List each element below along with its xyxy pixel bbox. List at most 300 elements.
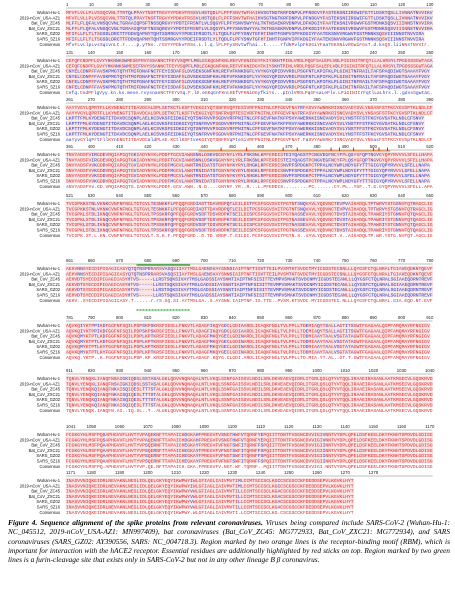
residue: R (325, 112, 328, 116)
residue: R (165, 224, 168, 228)
residue: Q (407, 230, 410, 234)
residue: T (156, 17, 159, 21)
residue: N (218, 107, 221, 111)
residue: D (193, 224, 196, 228)
residue: P (255, 112, 258, 116)
residue: F (148, 81, 151, 85)
residue: K (280, 123, 283, 127)
residue: G (311, 44, 314, 48)
residue: L (66, 128, 69, 132)
residue: M (131, 81, 134, 85)
residue: Q (179, 230, 182, 234)
residue: Y (427, 71, 430, 75)
residue: L (91, 12, 94, 16)
residue: I (255, 273, 258, 277)
residue: D (176, 128, 179, 132)
residue: N (272, 134, 275, 138)
residue: H (354, 230, 357, 234)
residue: A (362, 81, 365, 85)
residue: S (86, 214, 89, 218)
residue: C (72, 208, 75, 212)
residue: H (72, 279, 75, 283)
residue: V (105, 186, 108, 190)
residue: Y (111, 139, 114, 143)
residue: R (230, 123, 233, 127)
residue: S (258, 214, 261, 218)
residue: s (162, 139, 165, 143)
residue: S (159, 214, 162, 218)
residue: F (218, 17, 221, 21)
residue: C (80, 81, 83, 85)
residue: G (323, 268, 326, 272)
residue: T (368, 230, 371, 234)
residue: N (116, 65, 119, 69)
residue: F (145, 23, 148, 27)
residue: G (430, 214, 433, 218)
residue: Y (168, 12, 171, 16)
residue: K (134, 154, 137, 158)
residue: V (72, 165, 75, 169)
residue: L (249, 123, 252, 127)
residue: I (382, 224, 385, 228)
residue: F (89, 23, 92, 27)
residue: T (390, 214, 393, 218)
residue: F (91, 71, 94, 75)
residue: T (244, 268, 247, 272)
ruler-tick-label: 420 (144, 144, 152, 149)
residue: T (244, 118, 247, 122)
sequence-name: Bat_CoV_ZC45 (31, 21, 60, 26)
residue: a (66, 139, 69, 143)
residue: L (368, 71, 371, 75)
residue: N (309, 76, 312, 80)
residue: s (149, 92, 152, 96)
residue: C (91, 268, 94, 272)
residue: D (122, 128, 125, 132)
residue: G (356, 159, 359, 163)
residue: Y (241, 181, 244, 185)
residue: H (277, 60, 280, 64)
residue: Y (365, 112, 368, 116)
residue: Q (407, 208, 410, 212)
residue: I (278, 165, 281, 169)
residue: Y (345, 123, 348, 127)
residue: K (235, 81, 238, 85)
residue: E (235, 230, 238, 234)
residue: R (359, 87, 362, 91)
residue: V (258, 87, 261, 91)
residue: I (114, 273, 117, 277)
residue: R (261, 165, 264, 169)
residue: L (258, 159, 261, 163)
residue: G (280, 112, 283, 116)
residue: G (354, 170, 357, 174)
residue: T (280, 235, 283, 239)
residue: Q (170, 219, 173, 223)
residue: . (159, 235, 162, 239)
residue: W (124, 65, 127, 69)
residue: V (275, 214, 278, 218)
residue: N (269, 39, 272, 43)
residue: V (105, 181, 108, 185)
residue: A (294, 139, 297, 143)
residue: A (373, 76, 376, 80)
residue: c (105, 44, 108, 48)
residue: I (393, 71, 396, 75)
residue: Q (407, 219, 410, 223)
residue: D (280, 87, 283, 91)
residue: P (294, 23, 297, 27)
residue: N (227, 268, 230, 272)
residue: . (94, 186, 97, 190)
residue: P (334, 76, 337, 80)
residue: Y (421, 128, 424, 132)
residue: V (289, 39, 292, 43)
residue: I (114, 165, 117, 169)
residue: A (139, 181, 142, 185)
residue: T (269, 12, 272, 16)
residue: L (199, 17, 202, 21)
residue: y (142, 44, 145, 48)
residue: S (297, 235, 300, 239)
residue: K (80, 214, 83, 218)
residue: P (137, 12, 140, 16)
residue: K (244, 60, 247, 64)
residue: P (297, 175, 300, 179)
residue: S (371, 139, 374, 143)
residue: G (97, 154, 100, 158)
residue: V (91, 181, 94, 185)
residue: r (424, 44, 427, 48)
residue: K (255, 170, 258, 174)
residue: G (122, 28, 125, 32)
residue: H (261, 33, 264, 37)
residue: T (266, 28, 269, 32)
residue: D (405, 65, 408, 69)
residue: V (393, 28, 396, 32)
residue: L (249, 134, 252, 138)
residue: Y (232, 23, 235, 27)
residue: G (303, 175, 306, 179)
residue: m (127, 92, 130, 96)
residue: P (297, 170, 300, 174)
residue: F (258, 118, 261, 122)
residue: F (313, 60, 316, 64)
residue: F (122, 219, 125, 223)
residue: T (331, 28, 334, 32)
residue: F (283, 128, 286, 132)
residue: V (196, 17, 199, 21)
residue: V (227, 128, 230, 132)
residue: T (385, 112, 388, 116)
residue: D (204, 170, 207, 174)
residue: E (263, 134, 266, 138)
residue: N (255, 154, 258, 158)
sequence-name: Bat_CoV_ZC45 (31, 163, 60, 168)
residue: L (103, 107, 106, 111)
residue: H (249, 165, 252, 169)
residue: K (232, 175, 235, 179)
residue: L (69, 28, 72, 32)
ruler-tick-label: 720 (257, 258, 265, 263)
residue: A (117, 128, 120, 132)
residue: K (274, 65, 277, 69)
residue: D (100, 181, 103, 185)
residue: I (238, 273, 241, 277)
residue: S (317, 123, 320, 127)
ruler-tick-label: 220 (313, 50, 321, 55)
residue: S (404, 139, 407, 143)
residue: N (309, 12, 312, 16)
residue: V (393, 165, 396, 169)
residue: V (269, 208, 272, 212)
residue: G (362, 44, 365, 48)
residue: N (125, 208, 128, 212)
residue: S (272, 214, 275, 218)
residue: T (151, 208, 154, 212)
residue: . (201, 186, 204, 190)
residue: T (410, 139, 413, 143)
residue: Y (334, 165, 337, 169)
residue: M (286, 268, 289, 272)
residue: S (103, 39, 106, 43)
residue: L (83, 23, 86, 27)
residue: V (210, 134, 213, 138)
residue: T (365, 175, 368, 179)
residue: S (156, 23, 159, 27)
residue: R (218, 203, 221, 207)
residue: I (393, 33, 396, 37)
residue: F (266, 159, 269, 163)
residue: L (139, 134, 142, 138)
residue: F (72, 81, 75, 85)
residue: Y (427, 87, 430, 91)
residue: F (168, 214, 171, 218)
residue: A (424, 159, 427, 163)
residue: G (218, 181, 221, 185)
residue: K (179, 134, 182, 138)
residue: D (331, 128, 334, 132)
residue: G (354, 165, 357, 169)
residue: I (351, 219, 354, 223)
residue: A (142, 123, 145, 127)
residue: S (387, 208, 390, 212)
residue: I (382, 214, 385, 218)
residue: A (137, 139, 140, 143)
residue: s (382, 44, 385, 48)
residue: V (286, 170, 289, 174)
residue: . (331, 186, 334, 190)
residue: T (314, 165, 317, 169)
residue: Q (366, 65, 369, 69)
residue: P (305, 60, 308, 64)
residue: Y (148, 39, 151, 43)
residue: F (145, 28, 148, 32)
residue: H (201, 17, 204, 21)
residue: K (153, 165, 156, 169)
residue: F (86, 154, 89, 158)
residue: L (345, 159, 348, 163)
residue: F (218, 44, 221, 48)
residue: T (402, 71, 405, 75)
residue: A (213, 203, 216, 207)
residue: S (385, 123, 388, 127)
residue: L (342, 123, 345, 127)
residue: A (117, 186, 120, 190)
residue: S (368, 28, 371, 32)
residue: D (80, 186, 83, 190)
residue: S (170, 71, 173, 75)
residue: V (402, 268, 405, 272)
residue: H (421, 159, 424, 163)
residue: Q (387, 81, 390, 85)
residue: Q (89, 112, 92, 116)
residue: . (128, 44, 131, 48)
residue: Y (390, 154, 393, 158)
residue: V (261, 17, 264, 21)
residue: L (221, 12, 224, 16)
residue: F (176, 214, 179, 218)
residue: N (125, 214, 128, 218)
residue: Y (396, 139, 399, 143)
residue: V (269, 224, 272, 228)
residue: S (404, 170, 407, 174)
residue: R (218, 235, 221, 239)
residue: S (272, 230, 275, 234)
residue: G (399, 139, 402, 143)
residue: S (241, 112, 244, 116)
residue: Y (269, 65, 272, 69)
residue: T (354, 123, 357, 127)
residue: R (218, 224, 221, 228)
residue: K (300, 39, 303, 43)
residue: P (173, 219, 176, 223)
ruler-tick-label: 150 (116, 50, 124, 55)
residue: V (165, 12, 168, 16)
residue: W (300, 123, 303, 127)
residue: F (184, 44, 187, 48)
residue: A (139, 165, 142, 169)
aligned-sequence (66, 230, 433, 234)
residue: . (227, 235, 230, 239)
residue: N (399, 203, 402, 207)
residue: . (335, 92, 338, 96)
residue: I (255, 268, 258, 272)
residue: D (280, 76, 283, 80)
residue: Y (145, 175, 148, 179)
residue: F (69, 12, 72, 16)
residue: V (421, 81, 424, 85)
residue: N (69, 159, 72, 163)
residue: C (407, 128, 410, 132)
residue: D (337, 230, 340, 234)
residue: P (235, 39, 238, 43)
residue: C (311, 165, 314, 169)
residue: . (376, 44, 379, 48)
residue: C (342, 107, 345, 111)
residue: . (300, 186, 303, 190)
residue: I (137, 170, 140, 174)
residue: V (72, 186, 75, 190)
residue: P (294, 28, 297, 32)
residue: V (134, 39, 137, 43)
residue: T (210, 170, 213, 174)
residue: P (371, 235, 374, 239)
residue: G (317, 154, 320, 158)
residue: T (156, 87, 159, 91)
residue: G (213, 60, 216, 64)
residue: K (153, 170, 156, 174)
residue: s (316, 92, 319, 96)
residue: N (399, 134, 402, 138)
residue: E (269, 165, 272, 169)
residue: N (283, 39, 286, 43)
residue: W (337, 175, 340, 179)
residue: K (69, 123, 72, 127)
residue: . (314, 186, 317, 190)
residue: S (297, 230, 300, 234)
consensus-sequence (66, 138, 433, 143)
residue: V (402, 112, 405, 116)
residue: P (232, 139, 235, 143)
residue: G (111, 268, 114, 272)
residue: V (359, 139, 362, 143)
residue: A (184, 170, 187, 174)
residue: S (170, 81, 173, 85)
residue: P (252, 208, 255, 212)
residue: P (275, 71, 278, 75)
residue: D (244, 208, 247, 212)
residue: S (162, 33, 165, 37)
residue: V (99, 60, 102, 64)
residue: Y (168, 44, 171, 48)
residue: F (80, 128, 83, 132)
residue: Q (320, 224, 323, 228)
residue: A (309, 224, 312, 228)
residue: P (137, 128, 140, 132)
residue: V (325, 219, 328, 223)
residue: P (294, 12, 297, 16)
residue: N (114, 208, 117, 212)
residue: R (419, 33, 422, 37)
residue: A (201, 268, 204, 272)
residue: Y (365, 139, 368, 143)
consensus-label: Consensus (40, 137, 60, 142)
residue: A (117, 175, 120, 179)
residue: L (416, 186, 419, 190)
residue: M (83, 118, 86, 122)
residue: M (168, 33, 171, 37)
residue: F (376, 76, 379, 80)
residue: L (269, 112, 272, 116)
residue: Y (72, 112, 75, 116)
residue: Q (125, 170, 128, 174)
residue: S (201, 87, 204, 91)
residue: Y (170, 44, 173, 48)
residue: Y (376, 128, 379, 132)
residue: A (66, 112, 69, 116)
residue: G (80, 112, 83, 116)
residue: K (69, 118, 72, 122)
residue: G (371, 181, 374, 185)
residue: K (83, 208, 86, 212)
residue: V (421, 76, 424, 80)
residue: N (416, 268, 419, 272)
residue: F (404, 208, 407, 212)
residue: P (320, 87, 323, 91)
residue: G (74, 235, 77, 239)
residue: K (162, 230, 165, 234)
